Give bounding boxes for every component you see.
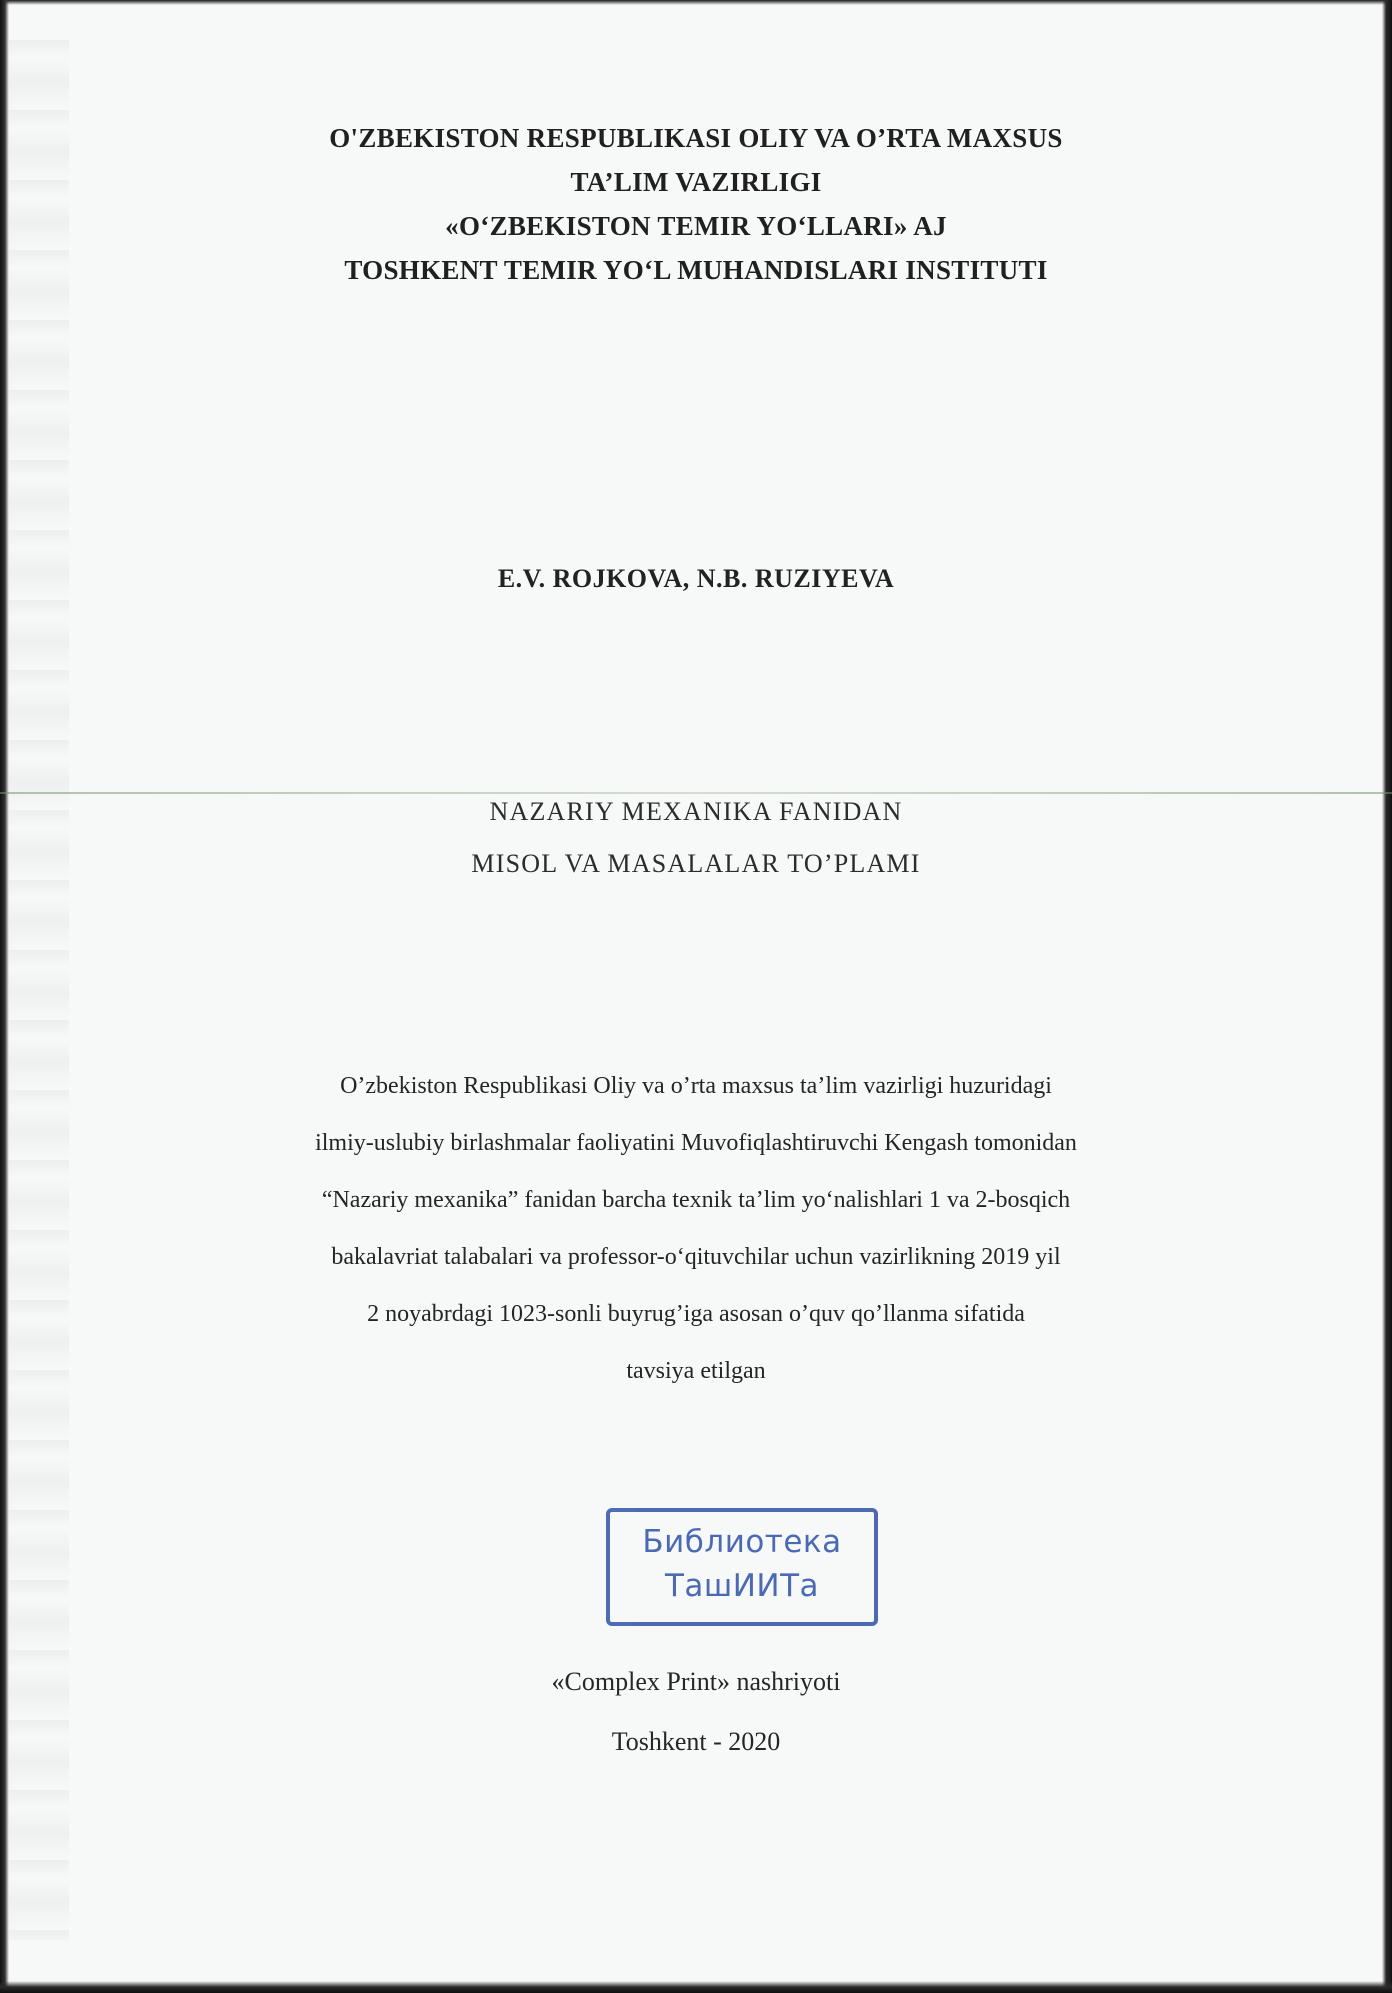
title-line-2: MISOL VA MASALALAR TO’PLAMI [471, 849, 921, 878]
approval-line: tavsiya etilgan [626, 1358, 766, 1384]
approval-line: bakalavriat talabalari va professor-o‘qituvchilar uchun vazirlikning 2019 yil [331, 1244, 1061, 1270]
institution-header [0, 116, 1392, 292]
stamp-line-library: Библиотека [642, 1524, 842, 1560]
publisher-info [0, 1652, 1392, 1772]
approval-line: 2 noyabrdagi 1023-sonli buyrug’iga asosan o’quv qo’llanma sifatida [367, 1301, 1025, 1327]
scan-edge-bottom [0, 1981, 1392, 1993]
header-line-institute: TOSHKENT TEMIR YO‘L MUHANDISLARI INSTITUTI [344, 255, 1048, 285]
approval-line: ilmiy-uslubiy birlashmalar faoliyatini Muvofiqlashtiruvchi Kengash tomonidan [315, 1130, 1077, 1156]
library-stamp [606, 1508, 878, 1626]
title-line-1: NAZARIY MEXANIKA FANIDAN [489, 797, 903, 826]
approval-line: O’zbekiston Respublikasi Oliy va o’rta maxsus ta’lim vazirligi huzuridagi [340, 1073, 1052, 1099]
approval-statement [0, 1058, 1392, 1400]
book-title [0, 786, 1392, 890]
approval-line: “Nazariy mexanika” fanidan barcha texnik ta’lim yo‘nalishlari 1 va 2-bosqich [321, 1187, 1071, 1213]
publisher-name: «Complex Print» nashriyoti [551, 1667, 841, 1696]
scan-edge-top [0, 0, 1392, 5]
header-line-ministry-cont: TA’LIM VAZIRLIGI [570, 167, 822, 197]
header-line-company: «O‘ZBEKISTON TEMIR YO‘LLARI» AJ [445, 211, 947, 241]
stamp-line-institute: ТашИИТа [664, 1568, 820, 1604]
header-line-ministry: O'ZBEKISTON RESPUBLIKASI OLIY VA O’RTA MAXSUS [329, 123, 1063, 153]
publisher-place-year: Toshkent - 2020 [611, 1727, 781, 1756]
authors: E.V. ROJKOVA, N.B. RUZIYEVA [497, 564, 895, 593]
